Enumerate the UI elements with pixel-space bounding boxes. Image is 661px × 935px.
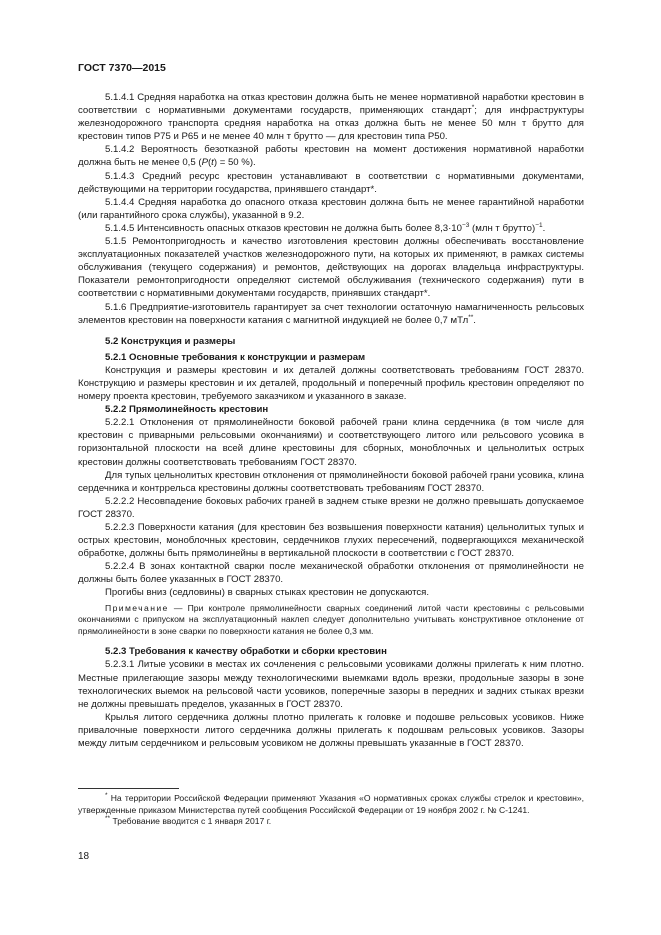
footnotes bbox=[78, 788, 584, 828]
paragraph-5-2-2-1-b: Для тупых цельнолитых крестовин отклонения от прямолинейности боковой рабочей грани усовика, клина сердечника и контррельса крестовины должны соответствовать требованиям ГОСТ 28370. bbox=[78, 469, 584, 494]
paragraph-5-1-4-4: 5.1.4.4 Средняя наработка до опасного отказа крестовин должна быть не менее гарантийной наработки (или гарантийного срока службы), указанной в 9.2. bbox=[78, 196, 584, 221]
paragraph-5-2-2-4-b: Прогибы вниз (седловины) в сварных стыках крестовин не допускаются. bbox=[105, 587, 430, 599]
note: Примечание — При контроле прямолинейности сварных соединений литой части крестовины с рельсовыми окончаниями с припуском на эксплуатационный наклеп следует дополнительно учитывать конструктивное отклонение от прямолинейности в зоне сварки по поверхности катания не более 0,3 мм. bbox=[78, 602, 584, 636]
footnote-divider bbox=[78, 788, 179, 789]
section-heading-5-2-3: 5.2.3 Требования к качеству обработки и сборки крестовин bbox=[105, 646, 387, 658]
footnote-1: * На территории Российской Федерации применяют Указания «О нормативных сроках службы стрелок и крестовин», утвержденные приказом Министерства путей сообщения Российской Федерации от 19 ноября 2002 г. № С-1241. bbox=[78, 792, 584, 815]
paragraph-5-2-2-2: 5.2.2.2 Несовпадение боковых рабочих граней в заднем стыке врезки не должно превышать допускаемое ГОСТ 28370. bbox=[78, 495, 584, 520]
page-body bbox=[78, 91, 584, 750]
page-number: 18 bbox=[78, 851, 90, 862]
paragraph-5-2-2-4: 5.2.2.4 В зонах контактной сварки после механической обработки отклонения от прямолинейности не должны быть более указанных в ГОСТ 28370. bbox=[78, 561, 584, 586]
section-heading-5-2-1: 5.2.1 Основные требования к конструкции и размерам bbox=[105, 351, 366, 363]
footnote-2: ** Требование вводится с 1 января 2017 г. bbox=[105, 815, 272, 827]
paragraph-5-1-4-1: 5.1.4.1 Средняя наработка на отказ крестовин должна быть не менее нормативной наработки крестовин в соответствии с нормативными документами государств, применяющих стандарт*; для инфраструктуры железнодорожного транспорта средняя наработка на отказ должна быть не менее 50 млн т брутто для крестовин типов Р75 и Р65 и не менее 40 млн т брутто — для крестовин типа Р50. bbox=[78, 92, 584, 143]
paragraph-5-2-2-3: 5.2.2.3 Поверхности катания (для крестовин без возвышения поверхности катания) цельнолитых тупых и острых крестовин, моноблочных крестовин, сердечников глухих пересечений, подвергающихся механической обработке, должны быть прямолинейны в вертикальной плоскости в соответствии с ГОСТ 28370. bbox=[78, 522, 584, 560]
section-heading-5-2: 5.2 Конструкция и размеры bbox=[105, 335, 236, 347]
paragraph-5-1-4-3: 5.1.4.3 Средний ресурс крестовин устанавливают в соответствии с нормативными документами, действующими на территории государства, принявшего стандарт*. bbox=[78, 170, 584, 195]
paragraph-5-2-1: Конструкция и размеры крестовин и их деталей должны соответствовать требованиям ГОСТ 28370. Конструкцию и размеры крестовин и их деталей, продольный и поперечный профиль крестовин определяют по номеру проекта крестовин, требуемого заказчиком и указанного в заказе. bbox=[78, 364, 584, 403]
paragraph-5-2-3-1-b: Крылья литого сердечника должны плотно прилегать к головке и подошве рельсовых усовиков. Ниже привалочные поверхности литого сердечника должны прилегать к подошвам рельсовых усовиков. Зазоры между литым сердечником и рельсовым усовиком не должны превышать указанные в ГОСТ 28370. bbox=[78, 711, 584, 749]
section-heading-5-2-2: 5.2.2 Прямолинейность крестовин bbox=[105, 404, 269, 416]
paragraph-5-1-5: 5.1.5 Ремонтопригодность и качество изготовления крестовин должны обеспечивать восстановление эксплуатационных показателей участков железнодорожного пути, на которых их применяют, в рамках системы обслуживания (текущего содержания) и ремонтов, действующих на дорогах владельца инфраструктуры. Показатели ремонтопригодности определяют системой обслуживания (технического содержания) пути в соответствии с нормативными документами государств, принявших стандарт*. bbox=[78, 236, 584, 300]
paragraph-5-1-6: 5.1.6 Предприятие-изготовитель гарантирует за счет технологии остаточную намагниченность рельсовых элементов крестовин на поверхности катания с магнитной индукцией не более 0,7 мТл**. bbox=[78, 301, 584, 326]
paragraph-5-1-4-2: 5.1.4.2 Вероятность безотказной работы крестовин на момент достижения нормативной наработки должна быть не менее 0,5 (P(t) = 50 %). bbox=[78, 144, 584, 169]
paragraph-5-2-3-1: 5.2.3.1 Литые усовики в местах их сочленения с рельсовыми усовиками должны прилегать к ним плотно. Местные прилегающие зазоры между технологическими выемками вдоль врезки, продольные зазоры в зоне технологических выемок на рельсовой части усовиков, поперечные зазоры в передних и задних стыках врезки не должны превышать пределов, указанных в ГОСТ 28370. bbox=[78, 659, 584, 710]
page-header: ГОСТ 7370—2015 bbox=[78, 62, 166, 74]
paragraph-5-2-2-1: 5.2.2.1 Отклонения от прямолинейности боковой рабочей грани клина сердечника (в том числе для крестовин с приварными рельсовыми окончаниями) и соответствующего литого или рельсового усовика в горизонтальной плоскости на всей длине крестовины для сборных, моноблочных и цельнолитых острых крестовин должны соответствовать требованиям ГОСТ 28370. bbox=[78, 417, 584, 468]
paragraph-5-1-4-5: 5.1.4.5 Интенсивность опасных отказов крестовин не должна быть более $8,3\cdot 10^{-3}$ (млн т брутто)$^{-1}$. bbox=[105, 221, 546, 234]
